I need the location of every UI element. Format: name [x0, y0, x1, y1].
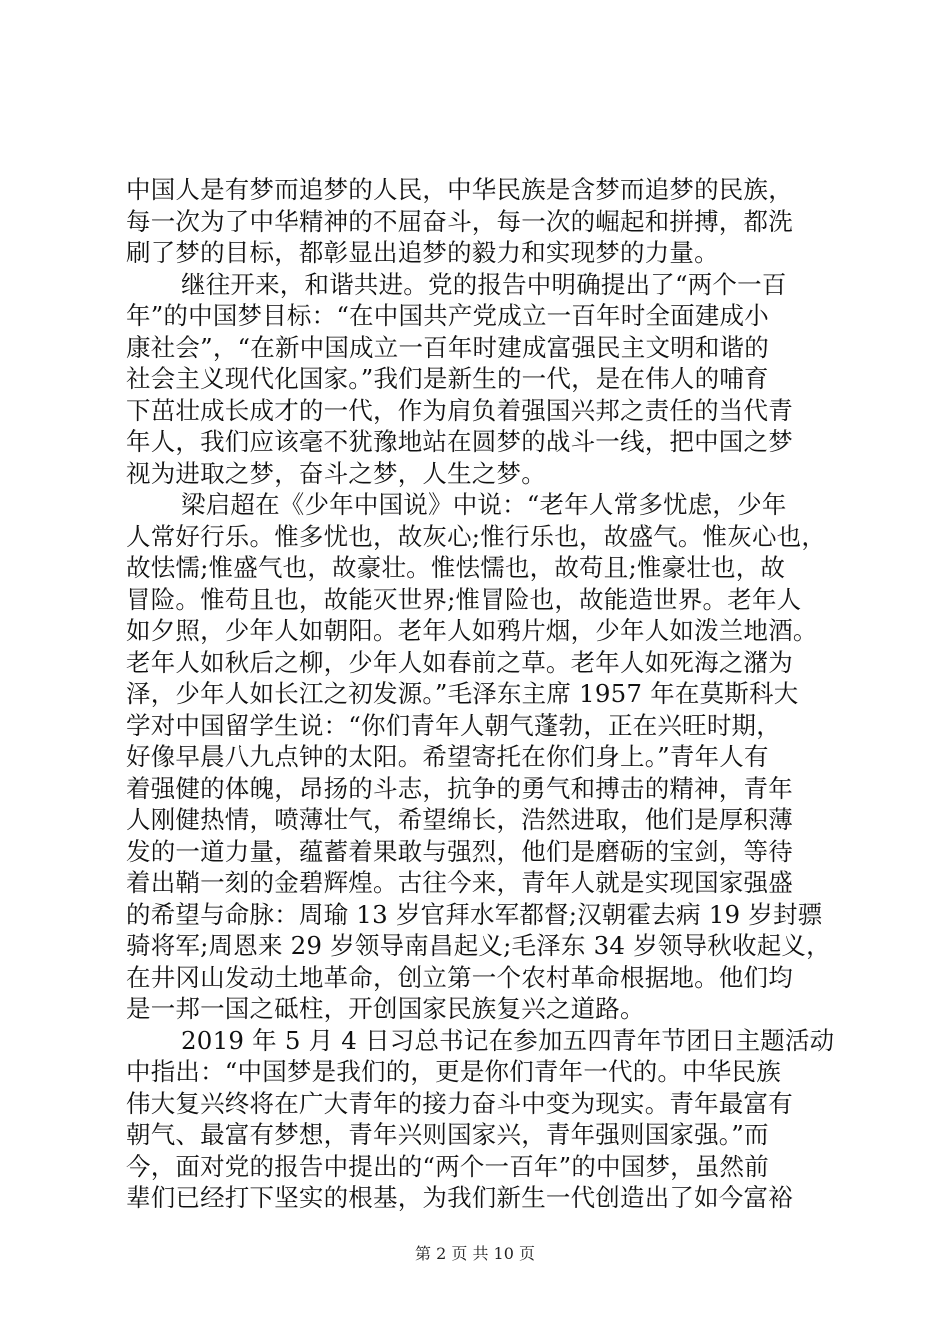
- text-line: 刷了梦的目标，都彰显出追梦的毅力和实现梦的力量。: [126, 238, 719, 267]
- text-line: 老年人如秋后之柳，少年人如春前之草。老年人如死海之潴为: [126, 647, 793, 677]
- text-line: 在井冈山发动土地革命，创立第一个农村革命根据地。他们均: [126, 962, 793, 992]
- text-line: 康社会”，“在新中国成立一百年时建成富强民主文明和谐的: [126, 332, 769, 362]
- text-line: 故怯懦;惟盛气也，故豪壮。惟怯懦也，故苟且;惟豪壮也，故: [126, 553, 786, 582]
- text-line: 泽，少年人如长江之初发源。”毛泽东主席 1957 年在莫斯科大: [126, 679, 799, 708]
- paragraph-first-line: 2019 年 5 月 4 日习总书记在参加五四青年节团日主题活动: [181, 1025, 835, 1055]
- text-line: 的希望与命脉：周瑜 13 岁官拜水军都督;汉朝霍去病 19 岁封骠: [126, 899, 823, 929]
- paragraph-first-line: 继往开来，和谐共进。党的报告中明确提出了“两个一百: [181, 269, 787, 299]
- text-line: 如夕照，少年人如朝阳。老年人如鸦片烟，少年人如泼兰地酒。: [126, 616, 818, 645]
- text-line: 中指出：“中国梦是我们的，更是你们青年一代的。中华民族: [126, 1057, 781, 1086]
- text-line: 每一次为了中华精神的不屈奋斗，每一次的崛起和拼搏，都洗: [126, 206, 793, 236]
- text-line: 下茁壮成长成才的一代，作为肩负着强国兴邦之责任的当代青: [126, 395, 793, 425]
- text-line: 骑将军;周恩来 29 岁领导南昌起义;毛泽东 34 岁领导秋收起义，: [126, 931, 831, 960]
- text-line: 社会主义现代化国家。”我们是新生的一代，是在伟人的哺育: [126, 364, 769, 393]
- text-line: 年人，我们应该毫不犹豫地站在圆梦的战斗一线，把中国之梦: [126, 427, 793, 456]
- text-line: 着出鞘一刻的金碧辉煌。古往今来，青年人就是实现国家强盛: [126, 868, 793, 897]
- text-line: 年”的中国梦目标：“在中国共产党成立一百年时全面建成小: [126, 301, 769, 330]
- text-line: 人常好行乐。惟多忧也，故灰心;惟行乐也，故盛气。惟灰心也，: [126, 521, 827, 551]
- text-line: 视为进取之梦，奋斗之梦，人生之梦。: [126, 458, 546, 488]
- document-body: [126, 174, 835, 1214]
- text-line: 学对中国留学生说：“你们青年人朝气蓬勃，正在兴旺时期，: [126, 710, 781, 740]
- text-line: 冒险。惟苟且也，故能灭世界;惟冒险也，故能造世界。老年人: [126, 584, 802, 614]
- text-line: 人刚健热情，喷薄壮气，希望绵长，浩然进取，他们是厚积薄: [126, 805, 793, 834]
- text-line: 发的一道力量，蕴蓄着果敢与强烈，他们是磨砺的宝剑，等待: [126, 836, 793, 866]
- text-line: 朝气、最富有梦想，青年兴则国家兴，青年强则国家强。”而: [126, 1120, 769, 1149]
- text-line: 中国人是有梦而追梦的人民，中华民族是含梦而追梦的民族，: [126, 175, 793, 204]
- text-line: 辈们已经打下坚实的根基，为我们新生一代创造出了如今富裕: [126, 1183, 793, 1212]
- text-line: 伟大复兴终将在广大青年的接力奋斗中变为现实。青年最富有: [126, 1088, 793, 1118]
- text-line: 今，面对党的报告中提出的“两个一百年”的中国梦，虽然前: [126, 1151, 769, 1181]
- text-line: 着强健的体魄，昂扬的斗志，抗争的勇气和搏击的精神，青年: [126, 773, 793, 803]
- page-number-footer: 第 2 页 共 10 页: [415, 1244, 535, 1263]
- text-line: 好像早晨八九点钟的太阳。希望寄托在你们身上。”青年人有: [126, 742, 769, 771]
- paragraph-first-line: 梁启超在《少年中国说》中说：“老年人常多忧虑，少年: [181, 490, 787, 519]
- text-line: 是一邦一国之砥柱，开创国家民族复兴之道路。: [126, 994, 645, 1023]
